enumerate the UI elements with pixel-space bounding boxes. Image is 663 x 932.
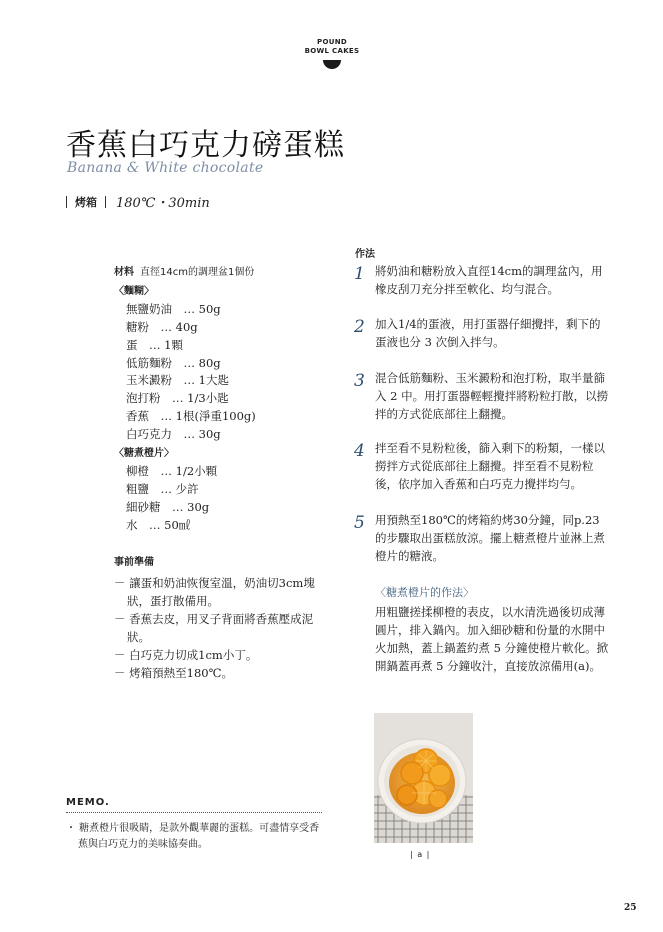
ingredient-item: 香蕉 … 1根(淨重100g) bbox=[126, 409, 256, 424]
series-header-line1: POUND bbox=[317, 38, 347, 46]
step-text: 拌至看不見粉粒後，篩入剩下的粉類，一樣以撈拌方式從底部往上翻攪。拌至看不見粉粒後，依序加入香蕉和白巧克力攪拌均勻。 bbox=[375, 441, 605, 491]
batter-group-label: 〈麵糊〉 bbox=[114, 285, 154, 297]
prep-section bbox=[114, 553, 324, 682]
series-header-line2: BOWL CAKES bbox=[304, 47, 360, 55]
candied-orange-photo bbox=[374, 713, 473, 843]
recipe-subtitle: Banana & White chocolate bbox=[67, 160, 264, 176]
memo-title: MEMO. bbox=[66, 797, 110, 808]
divider-bar bbox=[105, 196, 106, 208]
ingredients-heading bbox=[114, 264, 256, 282]
ingredient-item: 無鹽奶油 … 50g bbox=[126, 301, 221, 316]
prep-item: － 白巧克力切成1cm小丁。 bbox=[114, 648, 258, 662]
method-step bbox=[354, 262, 610, 298]
pot-with-orange-slices-illustration bbox=[374, 713, 473, 843]
divider-bar bbox=[66, 196, 67, 208]
method-step bbox=[354, 315, 610, 351]
candied-method-title: 〈糖煮橙片的作法〉 bbox=[375, 586, 474, 599]
prep-title: 事前準備 bbox=[114, 557, 154, 568]
step-number: 2 bbox=[354, 317, 365, 337]
ingredient-item: 粗鹽 … 少許 bbox=[126, 481, 199, 496]
ingredient-item: 水 … 50㎖ bbox=[126, 517, 191, 532]
ingredient-item: 白巧克力 … 30g bbox=[126, 427, 221, 442]
ingredient-item: 低筋麵粉 … 80g bbox=[126, 355, 221, 370]
ingredient-item: 蛋 … 1顆 bbox=[126, 337, 183, 352]
prep-item: － 讓蛋和奶油恢復室溫，奶油切3cm塊狀，蛋打散備用。 bbox=[114, 576, 315, 608]
step-number: 1 bbox=[354, 264, 365, 284]
method-step bbox=[354, 511, 610, 565]
step-text: 加入1/4的蛋液，用打蛋器仔細攪拌，剩下的蛋液也分 3 次倒入拌勻。 bbox=[375, 317, 601, 349]
photo-caption: | a | bbox=[410, 850, 431, 859]
ingredient-item: 糖粉 … 40g bbox=[126, 319, 198, 334]
memo-divider bbox=[66, 812, 322, 813]
series-header-mark bbox=[300, 38, 364, 69]
candied-group-label: 〈糖煮橙片〉 bbox=[114, 448, 174, 460]
candied-orange-method bbox=[375, 584, 611, 675]
ingredient-item: 細砂糖 … 30g bbox=[126, 499, 210, 514]
memo-section bbox=[66, 797, 326, 853]
semicircle-icon bbox=[323, 60, 341, 69]
method-step bbox=[354, 369, 610, 423]
ingredients-heading-label: 材料 bbox=[114, 267, 134, 278]
page-number: 25 bbox=[624, 903, 637, 913]
method-title: 作法 bbox=[355, 249, 375, 260]
step-text: 將奶油和糖粉放入直徑14cm的調理盆內，用橡皮刮刀充分拌至軟化、均勻混合。 bbox=[375, 264, 603, 296]
prep-item: － 香蕉去皮，用叉子背面將香蕉壓成泥狀。 bbox=[114, 612, 314, 644]
oven-value: 180℃・30min bbox=[116, 196, 210, 211]
prep-item: － 烤箱預熱至180℃。 bbox=[114, 666, 233, 680]
oven-label: 烤箱 bbox=[75, 195, 97, 209]
ingredient-item: 柳橙 … 1/2小顆 bbox=[126, 463, 218, 478]
step-number: 4 bbox=[354, 441, 365, 461]
ingredient-item: 泡打粉 … 1/3小匙 bbox=[126, 391, 229, 406]
step-text: 用預熱至180℃的烤箱約烤30分鐘，同p.23的步驟取出蛋糕放涼。擺上糖煮橙片並淋上煮橙片的糖液。 bbox=[375, 513, 605, 563]
candied-method-text: 用粗鹽搓揉柳橙的表皮，以水清洗過後切成薄圓片，排入鍋內。加入細砂糖和份量的水開中火加熱，蓋上鍋蓋約煮 5 分鐘使橙片軟化。掀開鍋蓋再煮 5 分鐘收汁，直接放涼備用(a)。 bbox=[375, 605, 609, 673]
step-number: 5 bbox=[354, 513, 365, 533]
method-step bbox=[354, 439, 610, 493]
ingredient-item: 玉米澱粉 … 1大匙 bbox=[126, 373, 229, 388]
step-text: 混合低筋麵粉、玉米澱粉和泡打粉，取半量篩入 2 中。用打蛋器輕輕攪拌將粉粒打散，以撈拌的方式從底部往上翻攪。 bbox=[375, 371, 609, 421]
step-number: 3 bbox=[354, 371, 365, 391]
oven-setting bbox=[66, 192, 210, 211]
recipe-title: 香蕉白巧克力磅蛋糕 bbox=[66, 128, 345, 163]
ingredients-list bbox=[114, 264, 256, 535]
ingredients-heading-detail: 直徑14cm的調理盆1個份 bbox=[140, 267, 255, 278]
memo-text: ・ 糖煮橙片很吸睛，是款外觀華麗的蛋糕。可盡情享受香蕉與白巧克力的美味協奏曲。 bbox=[66, 823, 320, 850]
